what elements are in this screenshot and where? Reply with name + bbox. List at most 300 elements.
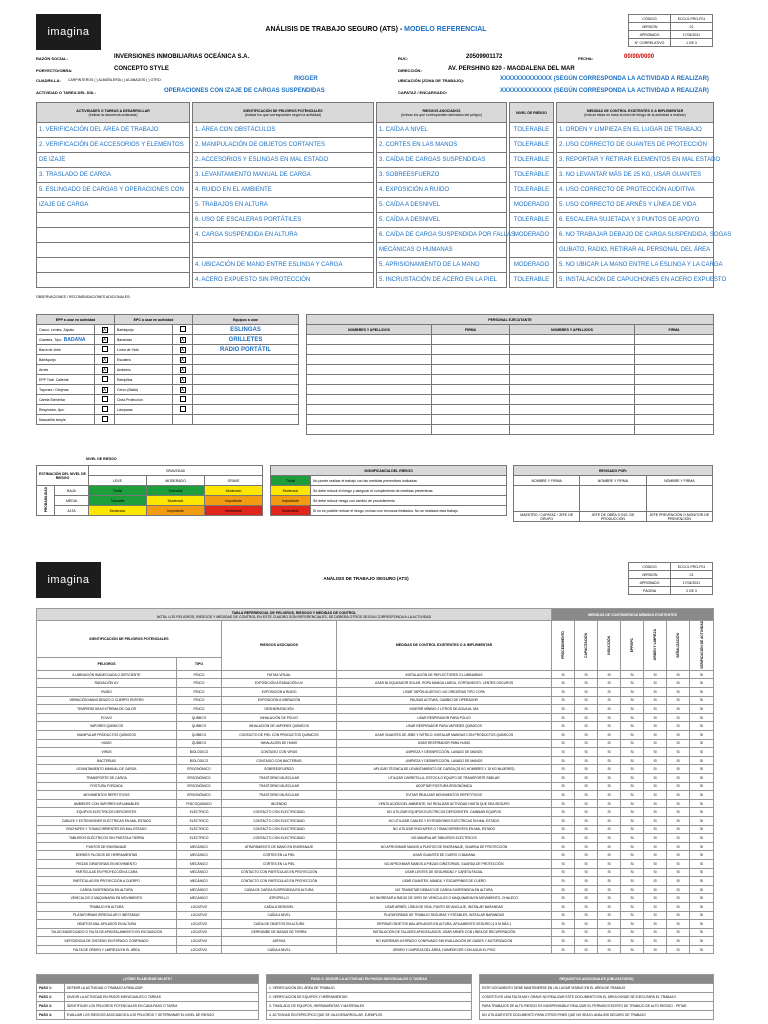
ref-mark: SI [552,679,575,688]
ref-type: FÍSICO [177,679,222,688]
ref-row [37,782,714,791]
ref-mark: SI [667,885,690,894]
matrix-cell: Importante [147,506,205,516]
ref-control: APLICAR TÉCNICA DE LEVANTAMIENTO DE CARGA (25 KG HOMBRES Y 15 KG MUJERES) [337,765,552,774]
ref-hazard: TALUD INADECUADO O FALTA DE APUNTALAMIENTO EN EXCAVACIÓN [37,928,177,937]
risk-cell[interactable]: 3. CAÍDA DE CARGAS SUSPENDIDAS [377,153,507,168]
ref-type: QUÍMICO [177,739,222,748]
personal-name-cell[interactable] [307,335,432,345]
activity-cell[interactable]: 1. VERIFICACIÓN DEL ÁREA DE TRABAJO [37,123,190,138]
col-peligros: IDENTIFICACIÓN DE PELIGROS POTENCIALES (Indicar los que corresponden según la actividad) [193,103,374,123]
ref-risk: TRASTORNO MUSCULAR [222,782,337,791]
control-cell[interactable]: 3. NO LEVANTAR MÁS DE 25 KG, USAR GUANTES [557,168,714,183]
risk-cell[interactable]: 1. CAÍDA A NIVEL [377,123,507,138]
epp-checkbox[interactable] [102,396,108,402]
ref-row [37,688,714,697]
epc-item: Línea de Vida [115,345,173,355]
personal-signature-cell[interactable] [635,385,714,395]
ref-mark: SI [552,748,575,757]
ref-mark: SI [667,696,690,705]
ref-mark: SI [552,859,575,868]
signature-box[interactable] [580,486,646,512]
epp-checkbox[interactable] [102,416,108,422]
personal-signature-cell[interactable] [432,355,510,365]
ref-hazard: PLATAFORMAS IRREGULAR O INESTABLE [37,911,177,920]
activity-cell[interactable] [37,243,190,258]
level-cell[interactable]: TOLERABLE [510,153,554,168]
proyecto-value[interactable]: CONCEPTO STYLE [114,66,169,72]
equipo-item[interactable] [193,395,299,405]
ref-mark: SI [552,765,575,774]
ref-mark: SI [690,722,714,731]
risk-cell[interactable]: 5. APRISIONAMIENTO DE LA MANO [377,258,507,273]
risk-cell[interactable]: 5. CAÍDA A DESNIVEL [377,213,507,228]
personal-row [307,375,714,385]
personal-name-cell[interactable] [510,395,635,405]
ref-mark: SI [598,885,621,894]
personal-name-cell[interactable] [510,415,635,425]
hazard-cell[interactable]: 2. ACCESORIOS Y ESLINGAS EN MAL ESTADO [193,153,374,168]
ref-hazard: BORDES FILOSOS DE HERRAMIENTAS [37,851,177,860]
epp-checkbox[interactable]: X [102,386,107,393]
epp-label: Tapones / Orejeras [39,387,69,392]
ref-control: NO UTILIZAR CABLES Y EXTENSIONES ELÉCTRICAS EN MAL ESTADO [337,816,552,825]
epp-row [37,345,299,355]
control-cell[interactable]: GLIBATO, RADIO, RETIRAR AL PERSONAL DEL ÁREA [557,243,714,258]
risk-cell[interactable]: 5. CAÍDA A DESNIVEL [377,198,507,213]
ref-mark: SI [552,877,575,886]
personal-signature-cell[interactable] [432,365,510,375]
paso-desc: IDENTIFICAR LOS PELIGROS POTENCIALES EN CADA PASO O TAREA [65,1002,259,1011]
epp-label: Respirador, tipo: [39,407,65,412]
activity-cell[interactable]: 3. TRASLADO DE CARGA [37,168,190,183]
activity-row [37,258,714,273]
control-cell[interactable]: 6. ESCALERA SUJETADA Y 3 PUNTOS DE APOYO [557,213,714,228]
ubicacion-value[interactable]: XXXXXXXXXXXXX (SEGÚN CORRESPONDA LA ACTIVIDAD A REALIZAR) [500,76,709,82]
ref-mark: SI [621,842,644,851]
ref-control: LIMPIEZA Y DESINFECCIÓN, LAVADO DE MANOS [337,748,552,757]
personal-name-cell[interactable] [307,375,432,385]
personal-signature-cell[interactable] [635,355,714,365]
ref-mark: SI [575,688,598,697]
level-cell[interactable]: MODERADO [510,228,554,243]
personal-name-cell[interactable] [307,425,432,435]
personal-signature-cell[interactable] [432,345,510,355]
ref-mark: SI [552,885,575,894]
personal-name-cell[interactable] [510,405,635,415]
activity-cell[interactable] [37,213,190,228]
gravedad-col: GRAVE [205,476,263,486]
ref-row [37,808,714,817]
equipo-item[interactable] [193,385,299,395]
ref-control: NO UTILIZAR EQUIPOS ELÉCTRICOS DEFICIENTES, CAMBIAR EQUIPOS [337,808,552,817]
ref-title: TABLA REFERENCIAL DE PELIGROS, RIESGOS Y MEDIDAS DE CONTROL NOTA: LOS PELIGROS, RIESGOS Y MEDIDAS DE CONTROL EN ESTE CUADRO SON REFERENCIALES, SE DEBERÁ OTROS SEGÚN CORRESPONDA A LA ACTIVIDAD [37,609,552,621]
epc-checkbox[interactable]: X [180,366,185,373]
ref-mark: SI [644,808,667,817]
ref-vcol: EPP/EPC [621,621,644,671]
ref-type: FISICOQUÍMICO [177,799,222,808]
ref-mark: SI [598,816,621,825]
ref-type: FÍSICO [177,670,222,679]
personal-signature-cell[interactable] [635,415,714,425]
level-cell[interactable] [510,243,554,258]
epc-check-cell [173,325,193,335]
ref-mark: SI [575,877,598,886]
ref-mark: SI [621,748,644,757]
personal-signature-cell[interactable] [635,425,714,435]
epc-check-cell [173,385,193,395]
razon-social-value[interactable]: INVERSIONES INMOBILIARIAS OCEÁNICA S.A. [114,54,250,60]
ref-mark: SI [690,825,714,834]
ref-risk: EXPOSICIÓN A VIBRACIÓN [222,696,337,705]
epp-item [37,365,95,375]
ref-mark: SI [552,902,575,911]
ref-control: NO INGRESAR A ESPACIO CONFINADO SIN EVALUACIÓN DE GASES Y AUTORIZACIÓN [337,937,552,946]
epp-checkbox[interactable] [102,346,108,352]
personal-row [307,395,714,405]
ref-mark: SI [552,696,575,705]
ref-mark: SI [598,791,621,800]
ref-mark: SI [690,928,714,937]
ref-hazard: PARTÍCULAS EN PROYECCIÓN A CUERPO [37,877,177,886]
ref-mark: SI [667,920,690,929]
ref-control: NO UTILIZAR ENCHUFES O TOMACORRIENTES EN MAL ESTADO [337,825,552,834]
cuadrilla-value[interactable]: RIGGER [294,76,318,82]
ref-mark: SI [552,774,575,783]
level-cell[interactable]: TOLERABLE [510,183,554,198]
personal-name-cell[interactable] [307,365,432,375]
activity-cell[interactable]: DE IZAJE [37,153,190,168]
ref-risk: CONTACTO CON PARTÍCULAS EN PROYECCIÓN [222,877,337,886]
epc-item: Rampillas [115,375,173,385]
personal-signature-cell[interactable] [635,405,714,415]
equipo-item[interactable]: RADIO PORTÁTIL [193,345,299,355]
risk-cell[interactable]: 4. EXPOSICIÓN A RUIDO [377,183,507,198]
equipo-item[interactable] [193,405,299,415]
epc-check-cell [173,335,193,345]
cuadrilla-options[interactable]: CARPINTEROS ( ) ALBAÑILERÍA ( ) ACABADOS ( ) OTRO: [68,78,162,82]
ref-hazard: POSTURA FORZADA [37,782,177,791]
fecha-value[interactable]: 00/00/0000 [624,54,655,60]
meta-label: APROBADO [629,31,671,39]
ref-mark: SI [552,928,575,937]
activity-cell[interactable]: IZAJE DE CARGA [37,198,190,213]
epc-checkbox[interactable]: X [180,376,185,383]
ref-mark: SI [690,868,714,877]
personal-name-cell[interactable] [510,425,635,435]
personal-name-cell[interactable] [510,375,635,385]
ref-row [37,851,714,860]
level-cell[interactable]: MODERADO [510,198,554,213]
personal-name-cell[interactable] [307,355,432,365]
page2-title: ANÁLISIS DE TRABAJO SEGURO (ATS) [323,576,409,581]
ref-mark: SI [575,696,598,705]
ref-risk: CONTAGIO CON BACTERIAS [222,756,337,765]
personal-name-cell[interactable] [510,345,635,355]
epc-header: EPC a usar en actividad [115,315,193,325]
control-cell[interactable]: 4. USO CORRECTO DE PROTECCIÓN AUDITIVA [557,183,714,198]
ref-risk: TRASTORNO MUSCULAR [222,791,337,800]
risk-cell[interactable]: 2. CORTES EN LAS MANOS [377,138,507,153]
personal-name-cell[interactable] [510,355,635,365]
control-cell[interactable]: 5. INSTALACIÓN DE CAPUCHONES EN ACERO EXPUESTO [557,273,714,288]
ref-mark: SI [552,799,575,808]
equipo-item[interactable] [193,415,299,425]
ref-mark: SI [667,722,690,731]
ref-risk: CORTES EN LA PIEL [222,851,337,860]
personal-name-cell[interactable] [510,385,635,395]
ref-hazard: CARGA SUSPENDIDA EN ALTURA [37,885,177,894]
activity-cell[interactable] [37,258,190,273]
capataz-value[interactable]: XXXXXXXXXXXXX (SEGÚN CORRESPONDA LA ACTIVIDAD A REALIZAR) [500,88,709,94]
personal-signature-cell[interactable] [432,405,510,415]
ref-mark: SI [667,705,690,714]
equipo-item[interactable]: ESLINGAS [193,325,299,335]
personal-name-cell[interactable] [510,335,635,345]
personal-signature-cell[interactable] [635,345,714,355]
hazard-cell[interactable]: 1. ÁREA CON OBSTÁCULOS [193,123,374,138]
ref-risk: DERRUMBE DE MASAS DE TIERRA [222,928,337,937]
ref-type: LOCATIVO [177,937,222,946]
level-cell[interactable]: TOLERABLE [510,213,554,228]
ref-mark: SI [598,842,621,851]
ref-control: VENTILACIÓN DEL AMBIENTE, NO REALIZAR ACTIVIDAD HASTA QUE SEA SEGURO [337,799,552,808]
epc-checkbox[interactable] [180,326,186,332]
paso-key: PASO 1: [37,984,65,993]
risk-cell[interactable]: 6. CAÍDA DE CARGA SUSPENDIDA POR FALLAS [377,228,507,243]
control-cell[interactable]: 1. ORDEN Y LIMPIEZA EN EL LUGAR DE TRABAJO [557,123,714,138]
personal-signature-cell[interactable] [432,375,510,385]
ref-mark: SI [575,774,598,783]
hazard-cell[interactable]: 4. CARGA SUSPENDIDA EN ALTURA [193,228,374,243]
ref-control: ORDEN Y LIMPIEZA DEL ÁREA, HUMEDECER CON AGUA EL PISO [337,945,552,954]
personal-signature-cell[interactable] [432,415,510,425]
epp-checkbox[interactable] [102,406,108,412]
level-cell[interactable]: TOLERABLE [510,168,554,183]
risk-cell[interactable]: 3. SOBREESFUERZO [377,168,507,183]
epc-checkbox[interactable] [180,406,186,412]
matrix-cell: Moderado [89,506,147,516]
activity-cell[interactable]: 5. ESLINGADO DE CARGAS Y OPERACIONES CON [37,183,190,198]
personal-signature-cell[interactable] [635,335,714,345]
cuadrilla-label: CUADRILLA: [36,78,61,83]
meta-value: 01 [671,23,713,31]
ref-hazard: AMBIENTE CON VAPORES INFLAMABLES [37,799,177,808]
epp-checkbox[interactable]: X [102,326,107,333]
level-cell[interactable]: TOLERABLE [510,273,554,288]
control-cell[interactable]: 2. USO CORRECTO DE GUANTES DE PROTECCIÓN [557,138,714,153]
risk-cell[interactable]: MECÁNICAS O HUMANAS [377,243,507,258]
signif-level: Trivial [271,476,311,486]
personal-name-cell[interactable] [510,365,635,375]
hazard-cell[interactable]: 3. LEVANTAMIENTO MANUAL DE CARGA [193,168,374,183]
ref-mark: SI [667,688,690,697]
personal-signature-cell[interactable] [432,335,510,345]
activity-cell[interactable]: 2. VERIFICACIÓN DE ACCESORIOS Y ELEMENTOS [37,138,190,153]
ref-row [37,756,714,765]
epp-checkbox[interactable]: X [102,366,107,373]
personal-nombres-col: NOMBRES Y APELLIDOS [510,325,635,335]
ref-mark: SI [667,825,690,834]
ref-risk: TRASTORNO MUSCULAR [222,774,337,783]
ref-mark: SI [644,748,667,757]
epp-checkbox[interactable]: X [102,336,107,343]
equipo-item[interactable] [193,375,299,385]
col-nivel: NIVEL DE RIESGO [510,103,554,123]
revisado-col: NOMBRE Y FIRMA [580,476,646,486]
ref-type: ELÉCTRICO [177,816,222,825]
hazard-cell[interactable]: 4. ACERO EXPUESTO SIN PROTECCIÓN [193,273,374,288]
level-cell[interactable]: MODERADO [510,258,554,273]
ref-mark: SI [575,791,598,800]
ref-mark: SI [690,902,714,911]
hazard-cell[interactable]: 4. UBICACIÓN DE MANO ENTRE ESLINGA Y CARGA [193,258,374,273]
ref-hazard: TEMPERATURA EXTREMA DE CALOR [37,705,177,714]
direccion-value[interactable]: AV. PERSHING 820 - MAGDALENA DEL MAR [448,66,575,72]
hazard-cell[interactable]: 5. TRABAJOS EN ALTURA [193,198,374,213]
ref-mark: SI [575,722,598,731]
personal-name-cell[interactable] [307,345,432,355]
ref-type: ELÉCTRICO [177,834,222,843]
matrix-cell: Moderado [205,486,263,496]
ref-mark: SI [644,885,667,894]
ref-mark: SI [621,945,644,954]
risk-cell[interactable]: 5. INCRUSTACIÓN DE ACERO EN LA PIEL [377,273,507,288]
hazard-cell[interactable]: 4. RUIDO EN EL AMBIENTE [193,183,374,198]
epp-item [37,335,95,345]
ref-row [37,928,714,937]
ref-mark: SI [598,937,621,946]
ruc-value[interactable]: 20509901172 [466,54,503,60]
control-cell[interactable]: 5. NO UBICAR LA MANO ENTRE LA ESLINGA Y LA CARGA [557,258,714,273]
ref-mark: SI [621,774,644,783]
activity-row [37,213,714,228]
control-cell[interactable]: 6. NO TRABAJAR DEBAJO DE CARGA SUSPENDIDA, SOGAS [557,228,714,243]
epp-checkbox[interactable] [102,376,108,382]
epp-check-cell [95,335,115,345]
epc-checkbox[interactable]: X [180,386,185,393]
ref-control: EVITAR REALIZAR MOVIMIENTOS REPETITIVOS [337,791,552,800]
ref-mark: SI [621,885,644,894]
paso4-item: 3. TRASLADO DE EQUIPOS, HERRAMIENTAS Y MATERIALES [267,1002,472,1011]
ref-type: MECÁNICO [177,877,222,886]
personal-name-cell[interactable] [307,405,432,415]
ref-mark: SI [575,816,598,825]
ref-mark: SI [621,937,644,946]
paso4-item: 1. VERIFICACIÓN DEL ÁREA DE TRABAJO [267,984,472,993]
signature-box[interactable] [646,486,712,512]
hazard-cell[interactable]: 2. MANIPULACIÓN DE OBJETOS CORTANTES [193,138,374,153]
epp-item [37,395,95,405]
epc-checkbox[interactable] [180,396,186,402]
control-cell[interactable]: 3. REPORTAR Y RETIRAR ELEMENTOS EN MAL ESTADO [557,153,714,168]
activity-cell[interactable] [37,228,190,243]
ref-mark: SI [644,911,667,920]
personal-signature-cell[interactable] [432,385,510,395]
ref-mark: SI [621,713,644,722]
epp-label: Barbiquejo [39,357,56,362]
equipo-item[interactable]: GRILLETES [193,335,299,345]
ref-mark: SI [552,782,575,791]
personal-name-cell[interactable] [307,395,432,405]
ref-row [37,765,714,774]
personal-signature-cell[interactable] [635,375,714,385]
ref-row [37,670,714,679]
personal-signature-cell[interactable] [635,365,714,375]
ref-mark: SI [644,791,667,800]
observaciones-label: OBSERVACIONES / RECOMENDACIONES ADICIONALES: [36,295,131,299]
ref-control: ADOPTAR POSTURA ERGONÓMICA [337,782,552,791]
epp-check-cell [95,395,115,405]
personal-signature-cell[interactable] [432,425,510,435]
personal-name-cell[interactable] [307,415,432,425]
epp-checkbox[interactable]: X [102,356,107,363]
ref-row [37,825,714,834]
epc-checkbox[interactable]: X [180,356,185,363]
ref-mark: SI [644,859,667,868]
ref-control: NO MANIPULAR TABLEROS ELÉCTRICOS [337,834,552,843]
activity-cell[interactable] [37,273,190,288]
ref-mark: SI [667,834,690,843]
control-cell[interactable]: 5. USO CORRECTO DE ARNÉS Y LÍNEA DE VIDA [557,198,714,213]
ref-mark: SI [621,920,644,929]
ref-mark: SI [644,679,667,688]
epp-detail[interactable]: BADANA [63,336,86,343]
hazard-cell[interactable] [193,243,374,258]
matrix-cell: Importante [205,496,263,506]
ref-type: MECÁNICO [177,851,222,860]
ref-mark: SI [552,868,575,877]
ref-mark: SI [575,859,598,868]
ref-mark: SI [690,670,714,679]
signif-desc: Se debe reducir el riesgo y asegurar el cumplimiento de medidas preventivas [311,486,507,496]
ref-mark: SI [598,696,621,705]
ref-mark: SI [644,670,667,679]
matrix-cell: Tolerable [147,486,205,496]
ref-mark: SI [690,834,714,843]
epp-label: Careta Esmerilar [39,397,66,402]
personal-signature-cell[interactable] [432,395,510,405]
level-cell[interactable]: TOLERABLE [510,138,554,153]
ref-mark: SI [598,774,621,783]
requisito-item: PARA TRABAJOS DE ALTO RIESGO ES INDISPENSABLE REALIZAR EL PERMISO ESCRITO DE TRABAJO DE ALTO RIESGO - PETAR [480,1002,714,1011]
ref-mark: SI [598,713,621,722]
ref-vcol: SEÑALIZACIÓN [667,621,690,671]
signature-box[interactable] [514,486,580,512]
ref-row [37,877,714,886]
equipo-item[interactable] [193,355,299,365]
ref-mark: SI [690,756,714,765]
actividad-value[interactable]: OPERACIONES CON IZAJE DE CARGAS SUSPENDIDAS [164,88,325,94]
epc-checkbox[interactable]: X [180,336,185,343]
epc-checkbox[interactable]: X [180,346,185,353]
meta-label: APROBADO [629,579,671,587]
equipo-item[interactable] [193,365,299,375]
ref-hazard: TRANSPORTE DE CARGA [37,774,177,783]
ref-control: INSTALACIÓN DE TALUDES APUNTALADOS, USAR ARNÉS CON LÍNEA DE RECUPERACIÓN [337,928,552,937]
ref-mark: SI [598,722,621,731]
company-logo: imagina [36,14,101,50]
ref-mark: SI [690,911,714,920]
matrix-cell: Intolerable [205,506,263,516]
ref-mark: SI [644,722,667,731]
personal-name-cell[interactable] [307,385,432,395]
level-cell[interactable]: TOLERABLE [510,123,554,138]
hazard-cell[interactable]: 6. USO DE ESCALERAS PORTÁTILES [193,213,374,228]
personal-signature-cell[interactable] [635,395,714,405]
ref-mark: SI [644,799,667,808]
ref-risk: INCENDIO [222,799,337,808]
